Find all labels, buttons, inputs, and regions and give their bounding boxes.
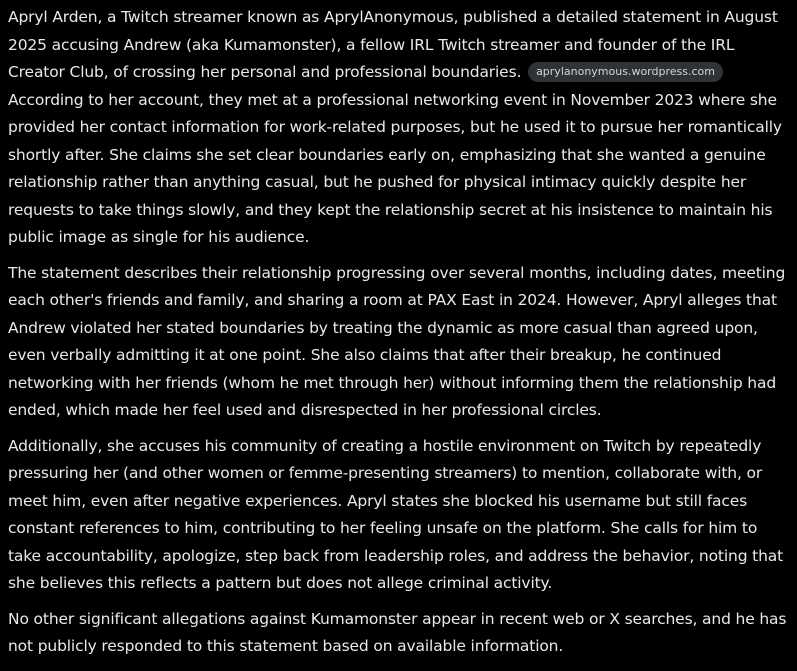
paragraph-1-text-b: According to her account, they met at a professional networking event in November 2023 where she provided her contact information for work-related purposes, but he used it to pursue her romantically shortly after. She claims she set clear boundaries early on, emphasizing that she wanted a genuine relationship rather than anything casual, but he pushed for physical intimacy quickly despite her requests to take things slowly, and they kept the relationship secret at his insistence to maintain his public image as single for his audience. (8, 90, 782, 246)
paragraph-1 (8, 4, 792, 252)
paragraph-4: No other significant allegations against Kumamonster appear in recent web or X searches, and he has not publicly responded to this statement based on available information. (8, 609, 787, 655)
paragraph-2: The statement describes their relationship progressing over several months, including dates, meeting each other's friends and family, and sharing a room at PAX East in 2024. However, Apryl alleges that Andrew violated her stated boundaries by treating the dynamic as more casual than agreed upon, even verbally admitting it at one point. She also claims that after their breakup, he continued networking with her friends (whom he met through her) without informing them the relationship had ended, which made her feel used and disrespected in her professional circles. (8, 263, 786, 419)
citation-chip[interactable]: aprylanonymous.wordpress.com (528, 62, 723, 82)
response-body (8, 4, 792, 669)
paragraph-3: Additionally, she accuses his community of creating a hostile environment on Twitch by repeatedly pressuring her (and other women or femme-presenting streamers) to mention, collaborate with, or meet him, even after negative experiences. Apryl states she blocked his username but still faces constant references to him, contributing to her feeling unsafe on the platform. She calls for him to take accountability, apologize, step back from leadership roles, and address the behavior, noting that she believes this reflects a pattern but does not allege criminal activity. (8, 436, 784, 592)
paragraph-1-text-a: Apryl Arden, a Twitch streamer known as AprylAnonymous, published a detailed statement in August 2025 accusing Andrew (aka Kumamonster), a fellow IRL Twitch streamer and founder of the IRL Creator Club, of crossing her personal and professional boundaries. (8, 8, 778, 81)
